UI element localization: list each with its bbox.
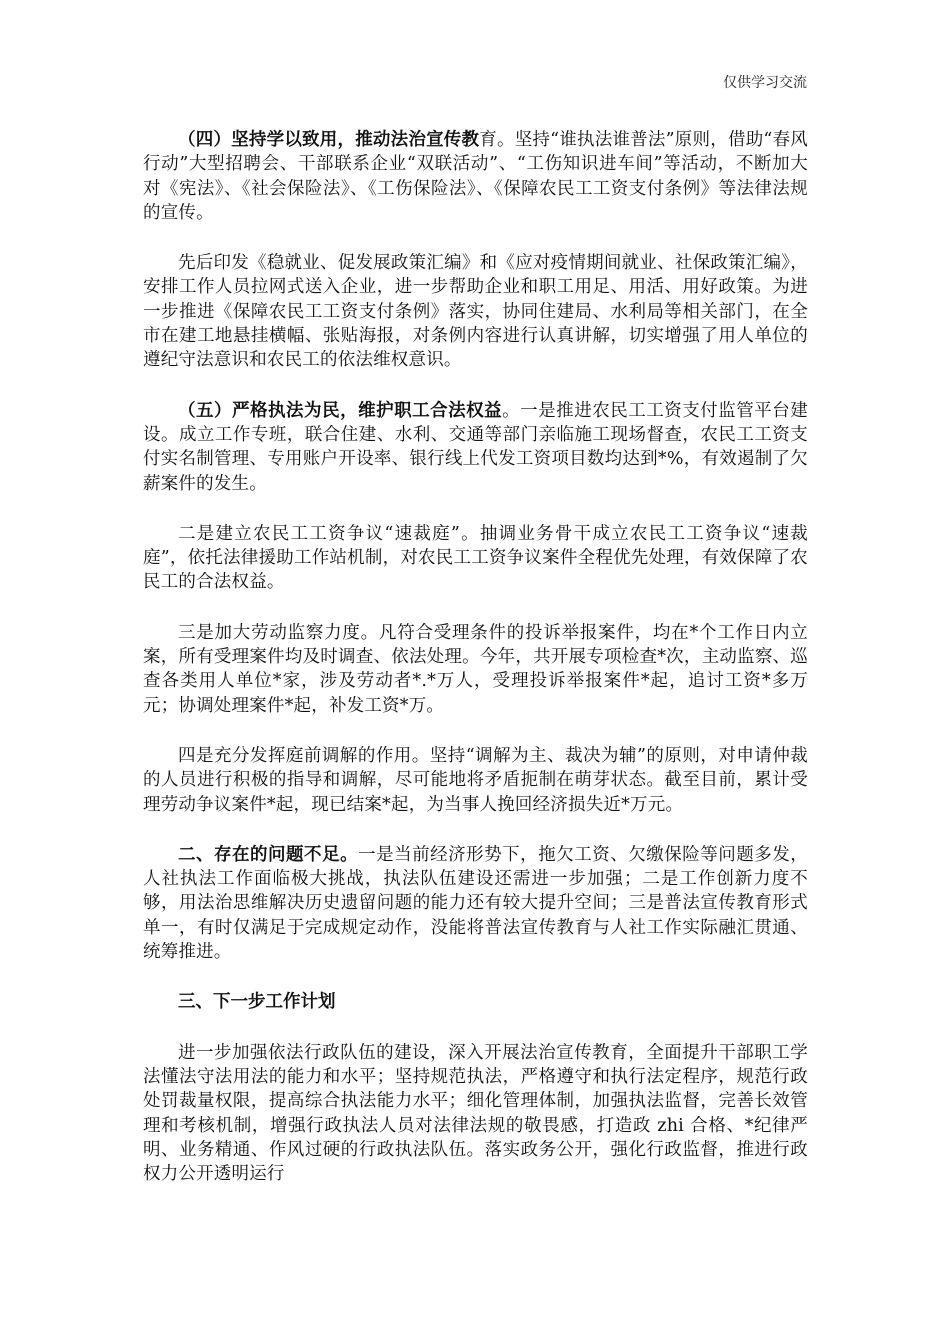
paragraph-inspection: [143, 621, 808, 718]
paragraph-text: 二是建立农民工工资争议“速裁庭”。抽调业务骨干成立农民工工资争议“速裁庭”，依托法律援助工作站机制，对农民工工资争议案件全程优先处理，有效保障了农民工的合法权益。: [143, 523, 808, 593]
paragraph-5: [143, 399, 808, 496]
section-heading: 三、下一步工作计划: [178, 992, 336, 1013]
paragraph-text: 育。坚持“谁执法谁普法”原则，借助“春风行动”大型招聘会、干部联系企业“双联活动”、“工伤知识进车间”等活动，不断加大对《宪法》、《社会保险法》、《工伤保险法》、《保障农民工工资支付条例》等法律法规的宣传。: [143, 130, 808, 223]
paragraph-mediation: [143, 744, 808, 817]
paragraph-text: 三是加大劳动监察力度。凡符合受理条件的投诉举报案件，均在*个工作日内立案，所有受理案件均及时调查、依法处理。今年，共开展专项检查*次，主动监察、巡查各类用人单位*家，涉及劳动者*.*万人，受理投诉举报案件*起，追讨工资*多万元；协调处理案件*起，补发工资*万。: [143, 622, 808, 716]
paragraph-text: 进一步加强依法行政队伍的建设，深入开展法治宣传教育，全面提升干部职工学法懂法守法用法的能力和水平；坚持规范执法，严格遵守和执行法定程序，规范行政处罚裁量权限，提高综合执法能力水平；细化管理体制，加强执法监督，完善长效管理和考核机制，增强行政执法人员对法律法规的敬畏感，打造政 zhi 合格、*纪律严明、业务精通、作风过硬的行政执法队伍。落实政务公开，强化行政监督，推进行政权力公开透明运行: [143, 1042, 808, 1185]
paragraph-text: 一是当前经济形势下，拖欠工资、欠缴保险等问题多发，人社执法工作面临极大挑战，执法队伍建设还需进一步加强；二是工作创新力度不够，用法治思维解决历史遗留问题的能力还有较大提升空间；三是普法宣传教育形式单一，有时仅满足于完成规定动作，没能将普法宣传教育与人社工作实际融汇贯通、统筹推进。: [143, 844, 809, 963]
paragraph-lead: 二、存在的问题不足。: [178, 844, 359, 865]
header-note: 仅供学习交流: [723, 75, 807, 91]
document-body: [143, 128, 808, 1212]
paragraph-text: 。一是推进农民工工资支付监管平台建设。成立工作专班，联合住建、水利、交通等部门亲临施工现场督查，农民工工资支付实名制管理、专用账户开设率、银行线上代发工资项目数均达到*%，有效遏制了欠薪案件的发生。: [143, 400, 808, 494]
paragraph-plan: [143, 1041, 808, 1187]
paragraph-lead: （五）严格执法为民，维护职工合法权益: [178, 400, 503, 421]
paragraph-lead: （四）坚持学以致用，推动法治宣传教: [178, 130, 480, 150]
paragraph-arbitration: [143, 522, 808, 595]
paragraph-policy: [143, 251, 808, 372]
paragraph-text: 四是充分发挥庭前调解的作用。坚持“调解为主、裁决为辅”的原则，对申请仲裁的人员进行积极的指导和调解，尽可能地将矛盾扼制在萌芽状态。截至目前，累计受理劳动争议案件*起，现已结案*起，为当事人挽回经济损失近*万元。: [143, 745, 808, 815]
paragraph-4: [143, 128, 808, 225]
paragraph-text: 先后印发《稳就业、促发展政策汇编》和《应对疫情期间就业、社保政策汇编》，安排工作人员拉网式送入企业，进一步帮助企业和职工用足、用活、用好政策。为进一步推进《保障农民工工资支付条例》落实，协同住建局、水利局等相关部门，在全市在建工地悬挂横幅、张贴海报，对条例内容进行认真讲解，切实增强了用人单位的遵纪守法意识和农民工的依法维权意识。: [143, 253, 808, 371]
paragraph-problems: [143, 843, 808, 964]
